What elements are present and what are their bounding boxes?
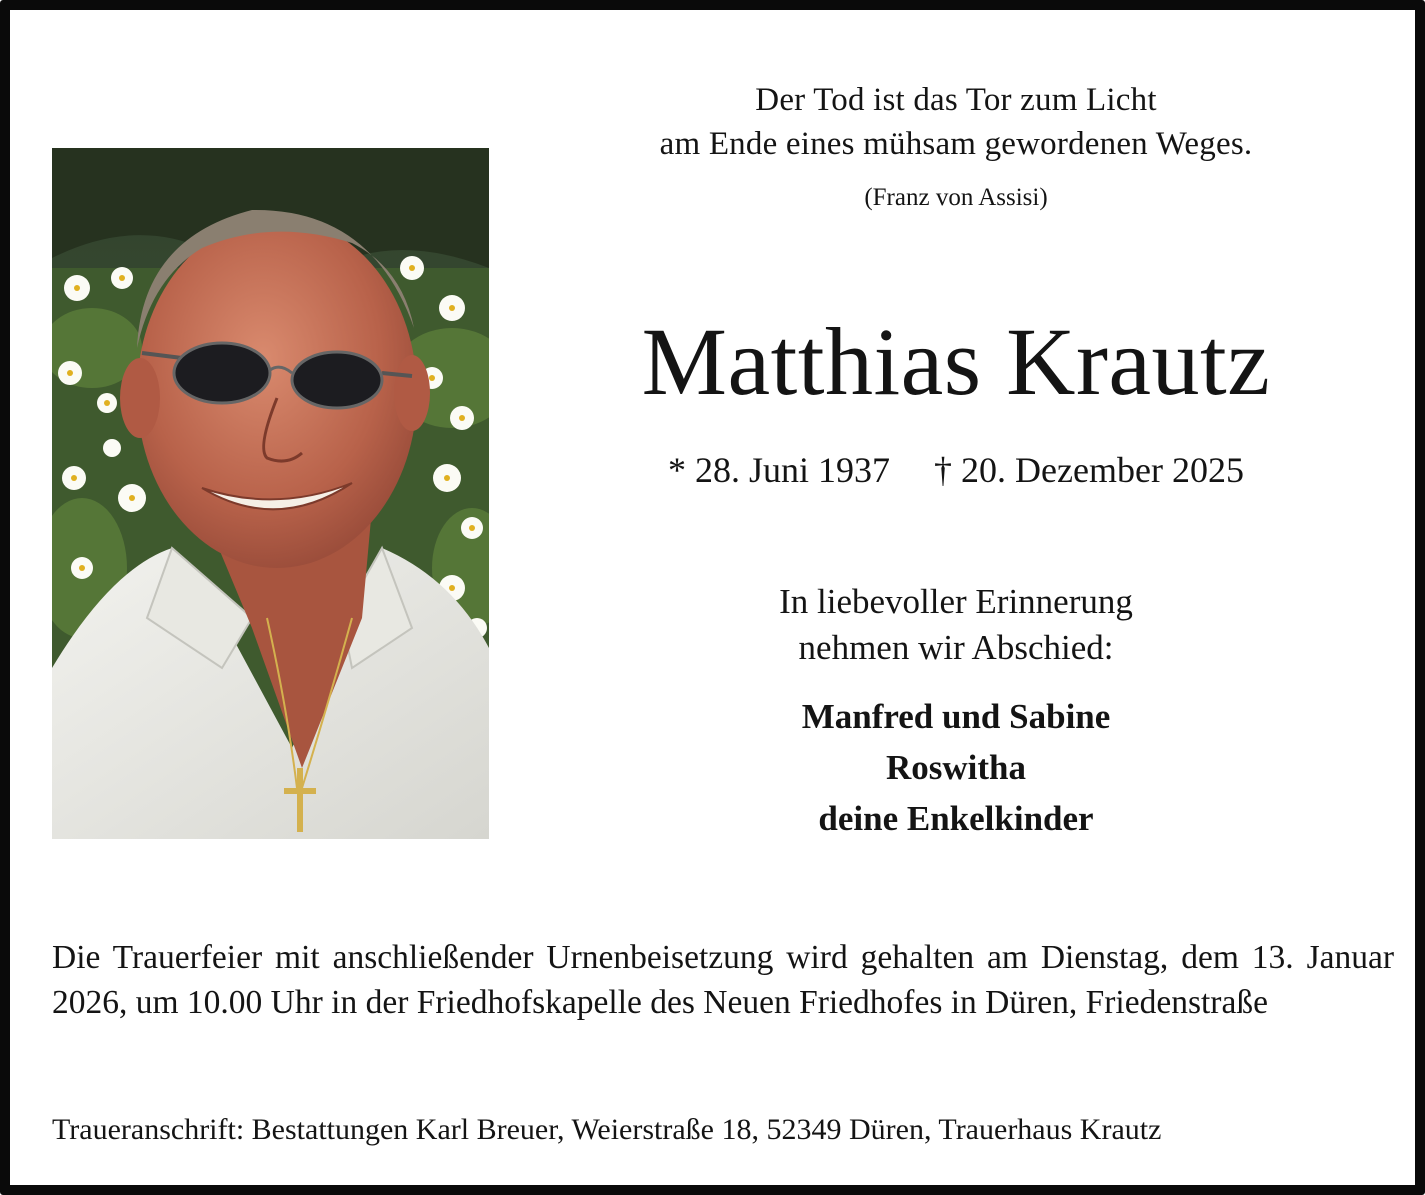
deceased-name: Matthias Krautz	[641, 308, 1271, 415]
mourning-address: Traueranschrift: Bestattungen Karl Breuer, Weierstraße 18, 52349 Düren, Trauerhaus Krautz	[52, 1113, 1162, 1146]
mourner-name: deine Enkelkinder	[818, 799, 1094, 838]
quote-author: (Franz von Assisi)	[864, 184, 1048, 211]
portrait-illustration	[52, 148, 489, 839]
portrait-photo	[52, 148, 489, 839]
mourner-name: Manfred und Sabine	[801, 697, 1111, 736]
mourners-list	[570, 691, 1342, 844]
remembrance-line: nehmen wir Abschied:	[798, 628, 1114, 667]
birth-date: * 28. Juni 1937	[668, 450, 891, 490]
life-dates	[570, 446, 1342, 494]
death-date: † 20. Dezember 2025	[934, 450, 1244, 490]
remembrance-line: In liebevoller Erinnerung	[779, 582, 1133, 621]
quote-line: Der Tod ist das Tor zum Licht	[755, 82, 1157, 118]
mourner-name: Roswitha	[885, 748, 1027, 787]
quote	[570, 78, 1342, 166]
remembrance-text	[570, 579, 1342, 671]
ceremony-info: Die Trauerfeier mit anschließender Urnenbeisetzung wird gehalten am Dienstag, dem 13. Januar 2026, um 10.00 Uhr in der Friedhofskapelle des Neuen Friedhofes in Düren, Friedenstraße	[52, 939, 1394, 1021]
quote-line: am Ende eines mühsam gewordenen Weges.	[659, 126, 1253, 162]
